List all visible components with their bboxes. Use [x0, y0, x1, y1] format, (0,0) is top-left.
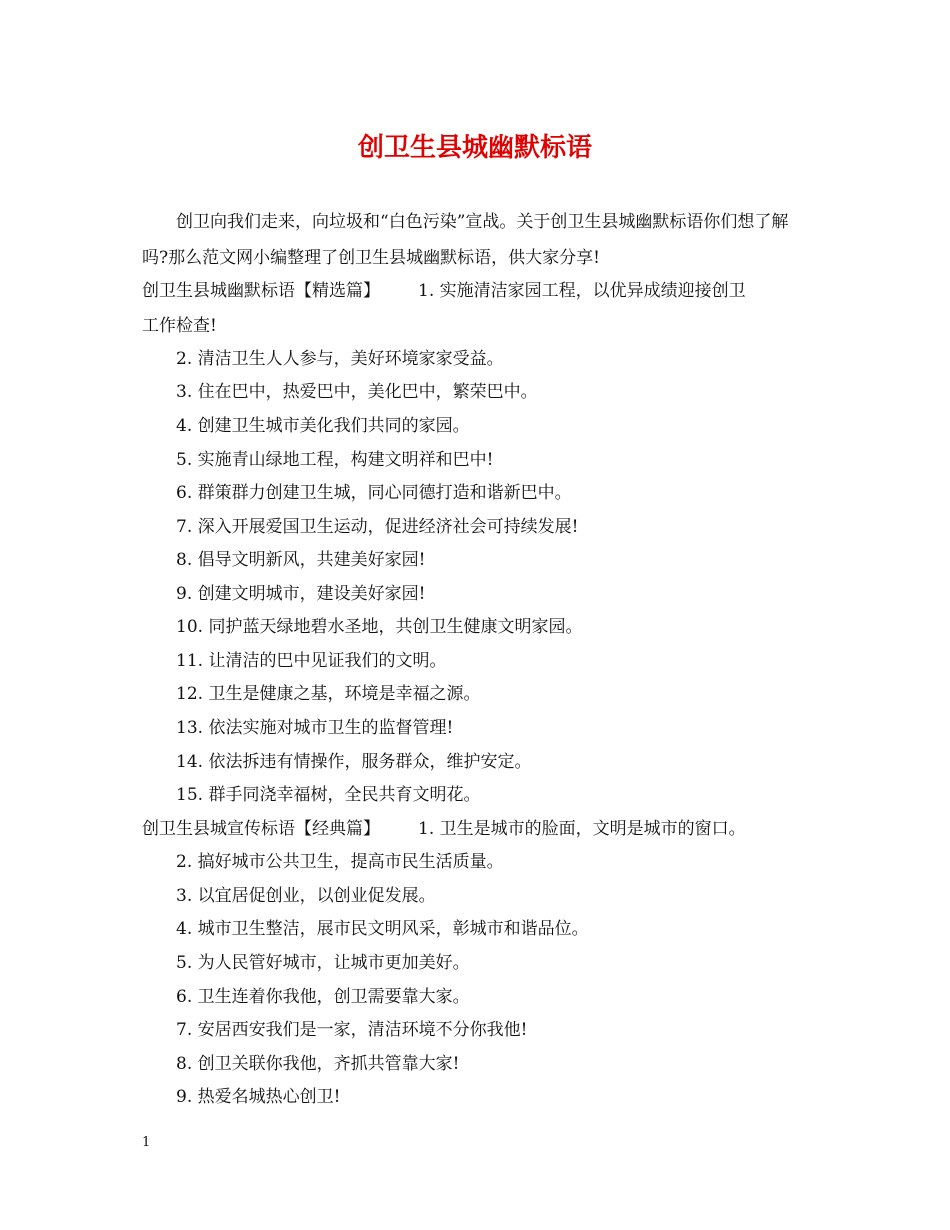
list-item: 7. 安居西安我们是一家，清洁环境不分你我他! — [176, 1020, 528, 1040]
list-item: 12. 卫生是健康之基，环境是幸福之源。 — [176, 684, 481, 704]
list-item: 9. 创建文明城市，建设美好家园! — [176, 584, 426, 604]
list-item: 2. 清洁卫生人人参与，美好环境家家受益。 — [176, 349, 504, 369]
section1-item-1: 1. 实施清洁家园工程，以优异成绩迎接创卫 — [418, 281, 746, 301]
list-item: 6. 群策群力创建卫生城，同心同德打造和谐新巴中。 — [176, 483, 572, 503]
section2-heading-line — [142, 815, 746, 843]
list-item: 9. 热爱名城热心创卫! — [176, 1087, 341, 1107]
list-item: 5. 为人民管好城市，让城市更加美好。 — [176, 953, 470, 973]
list-item: 15. 群手同浇幸福树，全民共育文明花。 — [176, 785, 481, 805]
section1-item-1-continued: 工作检查! — [142, 316, 217, 336]
section2-heading: 创卫生县城宣传标语【经典篇】 — [142, 819, 380, 839]
section1-heading: 创卫生县城幽默标语【精选篇】 — [142, 281, 380, 301]
list-item: 8. 创卫关联你我他，齐抓共管靠大家! — [176, 1054, 460, 1074]
list-item: 6. 卫生连着你我他，创卫需要靠大家。 — [176, 987, 470, 1007]
list-item: 7. 深入开展爱国卫生运动，促进经济社会可持续发展! — [176, 517, 579, 537]
intro-paragraph: 创卫向我们走来，向垃圾和“白色污染”宣战。关于创卫生县城幽默标语你们想了解吗?那么范文网小编整理了创卫生县城幽默标语，供大家分享! — [142, 212, 789, 268]
page-number: 1 — [142, 1135, 151, 1150]
list-item: 13. 依法实施对城市卫生的监督管理! — [176, 718, 454, 738]
section1-heading-line — [142, 277, 746, 305]
section2-item-1: 1. 卫生是城市的脸面，文明是城市的窗口。 — [418, 819, 746, 839]
list-item: 14. 依法拆违有情操作，服务群众，维护安定。 — [176, 752, 532, 772]
list-item: 2. 搞好城市公共卫生，提高市民生活质量。 — [176, 852, 504, 872]
list-item: 11. 让清洁的巴中见证我们的文明。 — [176, 651, 447, 671]
list-item: 4. 创建卫生城市美化我们共同的家园。 — [176, 416, 470, 436]
list-item: 10. 同护蓝天绿地碧水圣地，共创卫生健康文明家园。 — [176, 617, 583, 637]
list-item: 8. 倡导文明新风，共建美好家园! — [176, 550, 426, 570]
list-item: 3. 住在巴中，热爱巴中，美化巴中，繁荣巴中。 — [176, 382, 538, 402]
page-title: 创卫生县城幽默标语 — [357, 133, 592, 163]
list-item: 4. 城市卫生整洁，展市民文明风采，彰城市和谐品位。 — [176, 919, 589, 939]
list-item: 5. 实施青山绿地工程，构建文明祥和巴中! — [176, 450, 494, 470]
list-item: 3. 以宜居促创业，以创业促发展。 — [176, 886, 436, 906]
